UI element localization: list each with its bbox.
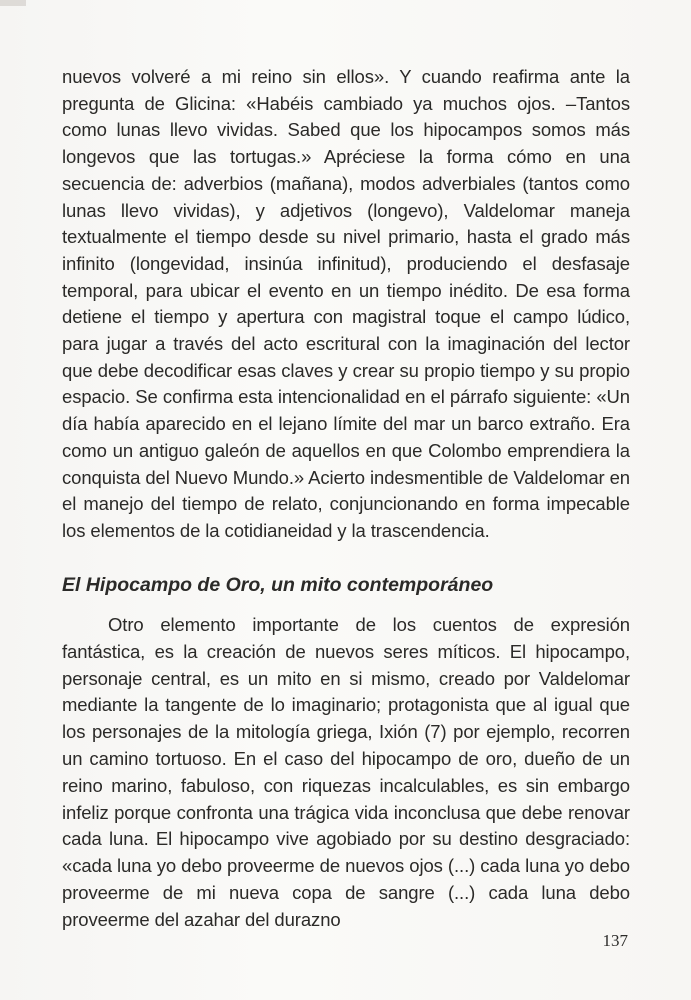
page-number: 137: [602, 931, 628, 950]
paragraph-continuation: nuevos volveré a mi reino sin ellos». Y cuando reafirma ante la pregunta de Glicina: «Habéis cambiado ya muchos ojos. –Tantos como lunas llevo vividas. Sabed que los hipocampos somos más longevos que las tortugas.» Apréciese la forma cómo en una secuencia de: adverbios (mañana), modos adverbiales (tantos como lunas llevo vividas), y adjetivos (longevo), Valdelomar maneja textualmente el tiempo desde su nivel primario, hasta el grado más infinito (longevidad, insinúa infinitud), produciendo el desfasaje temporal, para ubicar el evento en un tiempo inédito. De esa forma detiene el tiempo y apertura con magistral toque el campo lúdico, para jugar a través del acto escritural con la imaginación del lector que debe decodificar esas claves y crear su propio tiempo y su propio espacio. Se confirma esta intencionalidad en el párrafo siguiente: «Un día había aparecido en el lejano límite del mar un barco extraño. Era como un antiguo galeón de aquellos en que Colombo emprendiera la conquista del Nuevo Mundo.» Acierto indesmentible de Valdelomar en el manejo del tiempo de relato, conjuncionando en forma impecable los elementos de la cotidianeidad y la trascendencia.: [62, 66, 630, 541]
body-text-upper: [62, 64, 630, 545]
paragraph-section-start: Otro elemento importante de los cuentos de expresión fantástica, es la creación de nuevos seres míticos. El hipocampo, personaje central, es un mito en si mismo, creado por Valdelomar mediante la tangente de lo imaginario; protagonista que al igual que los personajes de la mitología griega, Ixión (7) por ejemplo, recorren un camino tortuoso. En el caso del hipocampo de oro, dueño de un reino marino, fabuloso, con riquezas incalculables, es sin embargo infeliz porque confronta una trágica vida inconclusa que debe renovar cada luna. El hipocampo vive agobiado por su destino desgraciado: «cada luna yo debo proveerme de nuevos ojos (...) cada luna yo debo proveerme de mi nueva copa de sangre (...) cada luna debo proveerme del azahar del durazno: [62, 614, 630, 930]
section-heading: El Hipocampo de Oro, un mito contemporáneo: [62, 574, 494, 596]
body-text-lower: [62, 612, 630, 934]
scan-edge-mark: [0, 0, 26, 6]
